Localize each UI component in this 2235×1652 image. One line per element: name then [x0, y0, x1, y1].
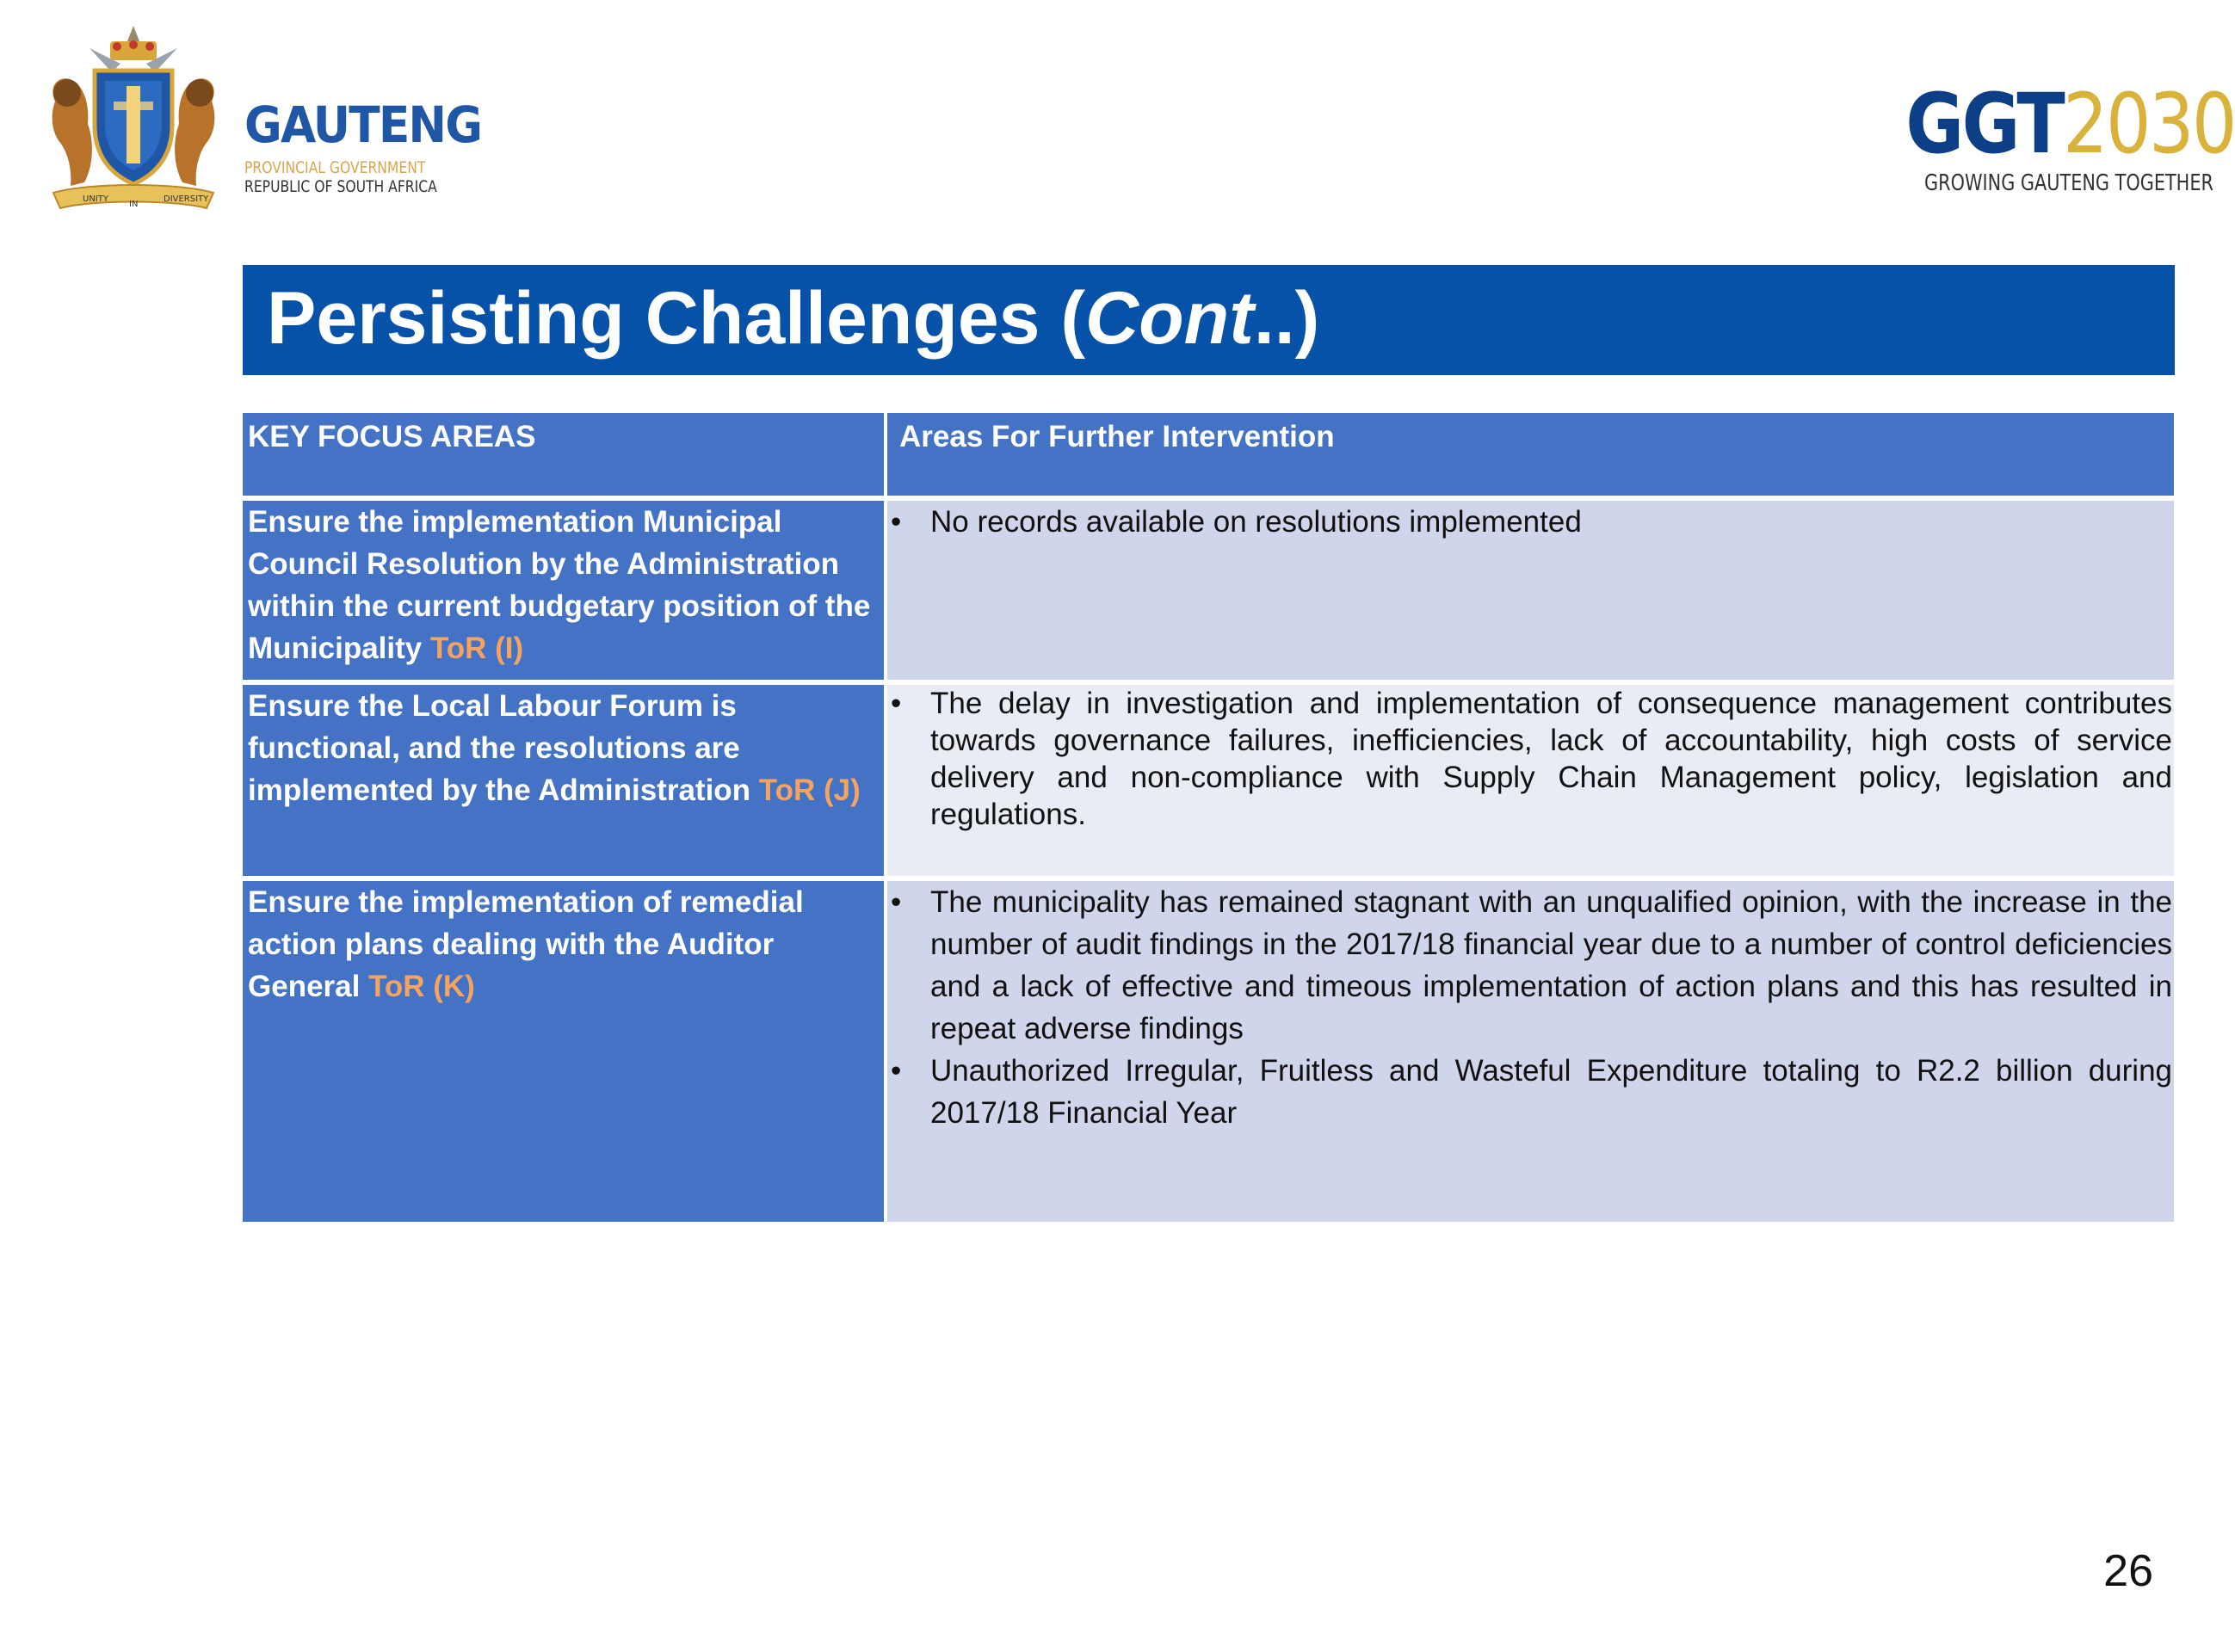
tor-reference: ToR (K) [368, 970, 475, 1003]
slide-title [267, 275, 1319, 361]
focus-areas-table [243, 408, 2174, 1227]
intervention-list [887, 881, 2172, 1134]
table-row [243, 501, 2174, 680]
slide-title-italic: Cont [1085, 277, 1254, 360]
gauteng-wordmark [244, 98, 502, 196]
intervention-text: No records available on resolutions implemented [930, 505, 1582, 539]
list-item [887, 1050, 2172, 1134]
header-key-focus-areas: KEY FOCUS AREAS [243, 413, 884, 496]
title-banner [243, 265, 2175, 375]
bullet-icon: • [891, 885, 902, 919]
intervention-list [887, 685, 2172, 833]
intervention-cell [884, 685, 2174, 876]
crest-motto-right: DIVERSITY [164, 194, 209, 204]
focus-area-text: Ensure the Local Labour Forum is functional, and the resolutions are implemented by the Administration [248, 689, 759, 807]
intervention-cell [884, 881, 2174, 1222]
coat-of-arms-icon [38, 22, 229, 220]
list-item [887, 881, 2172, 1050]
focus-area-cell [243, 501, 884, 680]
gauteng-name: GAUTENG [244, 96, 482, 154]
gauteng-logo [38, 22, 482, 220]
intervention-text: The municipality has remained stagnant with an unqualified opinion, with the increase in the number of audit findings in the 2017/18 financial year due to a number of control deficiencies and a lack of effective and timeous implementation of action plans and this has resulted in repeat adverse findings [930, 885, 2172, 1045]
intervention-text: The delay in investigation and implementation of consequence management contributes towards governance failures, inefficiencies, lack of accountability, high costs of service delivery and non-compliance with Supply Chain Management policy, legislation and regulations. [930, 687, 2172, 831]
list-item [887, 685, 2172, 833]
slide-title-tail: ..) [1253, 277, 1320, 360]
table-header-row [243, 413, 2174, 496]
list-item [887, 501, 2172, 543]
intervention-list [887, 501, 2172, 543]
slide-title-main: Persisting Challenges ( [267, 277, 1086, 360]
ggt-mark-year: 2030 [2063, 76, 2235, 172]
ggt2030-tagline: GROWING GAUTENG TOGETHER [1924, 170, 2213, 196]
crest-motto-mid: IN [129, 200, 139, 209]
header-areas-for-intervention: Areas For Further Intervention [884, 413, 2174, 496]
focus-area-cell [243, 881, 884, 1222]
ggt2030-logo [1862, 76, 2235, 196]
page-number: 26 [2103, 1546, 2153, 1596]
intervention-text: Unauthorized Irregular, Fruitless and Wasteful Expenditure totaling to R2.2 billion during 2017/18 Financial Year [930, 1054, 2172, 1130]
focus-area-cell [243, 685, 884, 876]
gauteng-subtitle-1: PROVINCIAL GOVERNMENT [244, 158, 426, 177]
ggt-mark-letters: GGT [1905, 76, 2064, 172]
focus-area-text: Ensure the implementation Municipal Council Resolution by the Administration within the current budgetary position of the Municipality [248, 505, 871, 665]
focus-area-text: Ensure the implementation of remedial action plans dealing with the Auditor General [248, 885, 804, 1003]
bullet-icon: • [891, 687, 902, 720]
tor-reference: ToR (J) [758, 774, 861, 807]
table-row [243, 881, 2174, 1222]
crest-motto-left: UNITY [83, 194, 108, 204]
gauteng-subtitle-2: REPUBLIC OF SOUTH AFRICA [244, 177, 437, 196]
table-row [243, 685, 2174, 876]
intervention-cell [884, 501, 2174, 680]
ggt2030-mark [1905, 76, 2235, 172]
tor-reference: ToR (I) [429, 632, 524, 665]
bullet-icon: • [891, 1054, 902, 1088]
bullet-icon: • [891, 505, 902, 539]
